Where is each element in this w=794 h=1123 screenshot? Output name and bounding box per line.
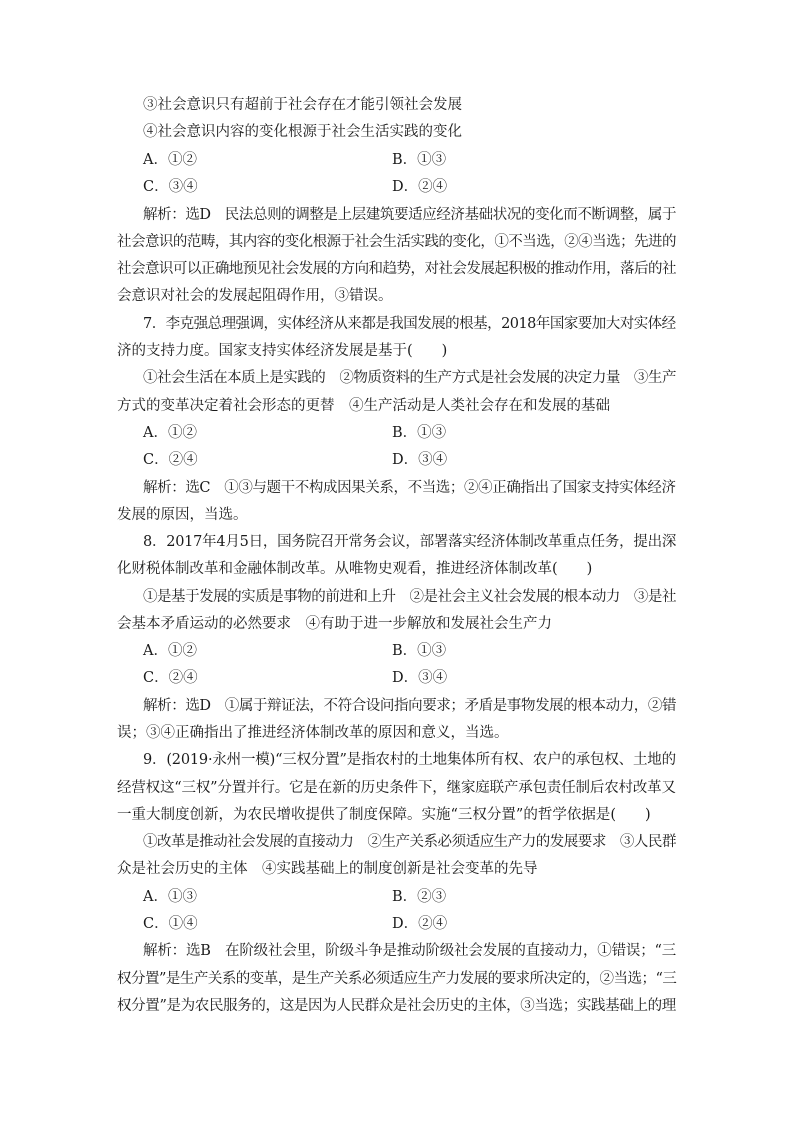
option-statements: ①社会生活在本质上是实践的 ②物质资料的生产方式是社会发展的决定力量 ③生产 bbox=[143, 370, 676, 386]
analysis-text: 解析：选D 民法总则的调整是上层建筑要适应经济基础状况的变化而不断调整，属于 bbox=[143, 207, 677, 223]
choice-c: C．②④ bbox=[143, 670, 198, 686]
choice-a: A．①③ bbox=[143, 889, 197, 905]
choice-d: D．③④ bbox=[392, 452, 448, 468]
choice-c: C．②④ bbox=[143, 452, 198, 468]
option-statements: ①是基于发展的实质是事物的前进和上升 ②是社会主义社会发展的根本动力 ③是社 bbox=[143, 589, 676, 605]
option-statement-4: ④社会意识内容的变化根源于社会生活实践的变化 bbox=[143, 124, 462, 140]
choice-d: D．②④ bbox=[392, 916, 448, 932]
analysis-text: 解析：选C ①③与题干不构成因果关系，不当选；②④正确指出了国家支持实体经济 bbox=[143, 480, 676, 496]
option-statement-3: ③社会意识只有超前于社会存在才能引领社会发展 bbox=[143, 97, 462, 113]
analysis-text: 权分置”是为农民服务的，这是因为人民群众是社会历史的主体，③当选；实践基础上的理 bbox=[117, 998, 676, 1014]
option-statements: 会基本矛盾运动的必然要求 ④有助于进一步解放和发展社会生产力 bbox=[117, 616, 552, 632]
analysis-text: 解析：选D ①属于辩证法，不符合设问指向要求；矛盾是事物发展的根本动力，②错 bbox=[143, 698, 677, 714]
analysis-text: 会意识对社会的发展起阻碍作用，③错误。 bbox=[117, 288, 393, 304]
question-9: 9．(2019·永州一模)“三权分置”是指农村的土地集体所有权、农户的承包权、土地的 bbox=[143, 752, 676, 768]
choice-a: A．①② bbox=[143, 643, 197, 659]
choice-b: B．①③ bbox=[392, 425, 447, 441]
analysis-text: 解析：选B 在阶级社会里，阶级斗争是推动阶级社会发展的直接动力，①错误；“三 bbox=[143, 943, 677, 959]
question-7: 济的支持力度。国家支持实体经济发展是基于( ) bbox=[117, 343, 448, 359]
choice-c: C．③④ bbox=[143, 179, 198, 195]
option-statements: 众是社会历史的主体 ④实践基础上的制度创新是社会变革的先导 bbox=[117, 861, 538, 877]
choice-b: B．②③ bbox=[392, 889, 447, 905]
option-statements: ①改革是推动社会发展的直接动力 ②生产关系必须适应生产力的发展要求 ③人民群 bbox=[143, 834, 676, 850]
choice-a: A．①② bbox=[143, 152, 197, 168]
choice-d: D．②④ bbox=[392, 179, 448, 195]
choice-b: B．①③ bbox=[392, 643, 447, 659]
analysis-text: 社会意识的范畴，其内容的变化根源于社会生活实践的变化，①不当选，②④当选；先进的 bbox=[117, 234, 676, 250]
question-9: 经营权这“三权”分置并行。它是在新的历史条件下，继家庭联产承包责任制后农村改革又 bbox=[117, 780, 676, 796]
analysis-text: 发展的原因，当选。 bbox=[117, 507, 248, 523]
question-7: 7．李克强总理强调，实体经济从来都是我国发展的根基，2018年国家要加大对实体经 bbox=[143, 316, 676, 332]
choice-c: C．①④ bbox=[143, 916, 198, 932]
analysis-text: 社会意识可以正确地预见社会发展的方向和趋势，对社会发展起积极的推动作用，落后的社 bbox=[117, 261, 676, 277]
choice-a: A．①② bbox=[143, 425, 197, 441]
question-8: 化财税体制改革和金融体制改革。从唯物史观看，推进经济体制改革( ) bbox=[117, 561, 593, 577]
choice-d: D．③④ bbox=[392, 670, 448, 686]
question-9: 一重大制度创新，为农民增收提供了制度保障。实施“三权分置”的哲学依据是( ) bbox=[117, 807, 651, 823]
analysis-text: 权分置”是生产关系的变革，是生产关系必须适应生产力发展的要求所决定的，②当选；“三 bbox=[117, 971, 677, 987]
option-statements: 方式的变革决定着社会形态的更替 ④生产活动是人类社会存在和发展的基础 bbox=[117, 398, 610, 414]
question-8: 8．2017年4月5日，国务院召开常务会议，部署落实经济体制改革重点任务，提出深 bbox=[143, 534, 677, 550]
choice-b: B．①③ bbox=[392, 152, 447, 168]
analysis-text: 误；③④正确指出了推进经济体制改革的原因和意义，当选。 bbox=[117, 725, 509, 741]
